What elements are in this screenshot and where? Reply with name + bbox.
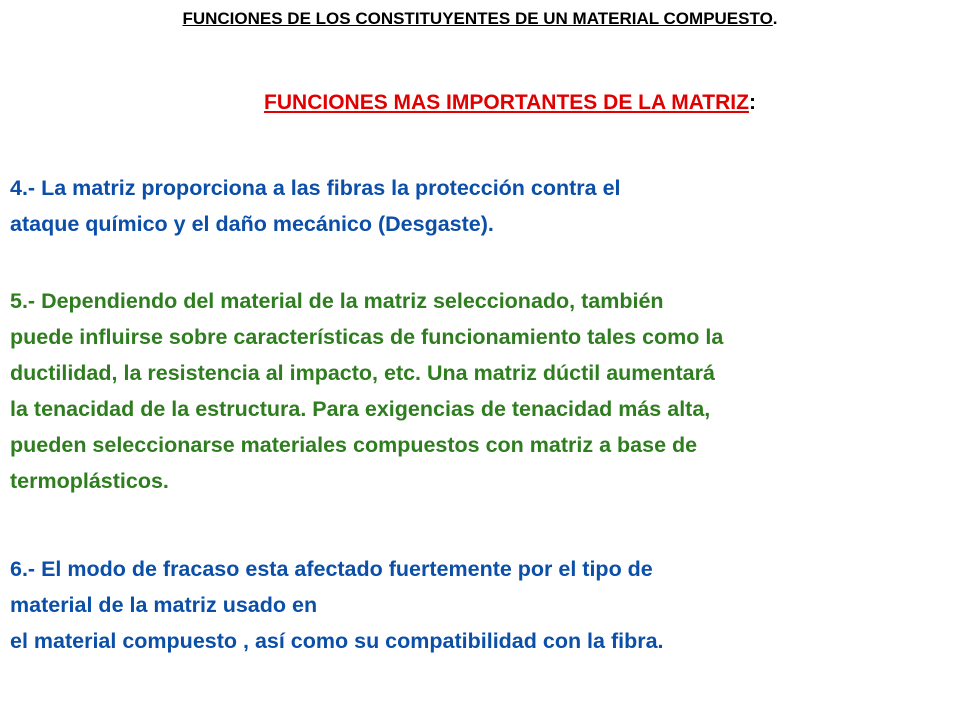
paragraph-line: ataque químico y el daño mecánico (Desgaste). (10, 212, 494, 236)
point-4-paragraph (10, 170, 955, 242)
paragraph-line: termoplásticos. (10, 469, 169, 493)
point-5-paragraph (10, 283, 955, 499)
paragraph-line: 6.- El modo de fracaso esta afectado fuertemente por el tipo de (10, 557, 653, 581)
paragraph-line: 5.- Dependiendo del material de la matriz seleccionado, también (10, 289, 664, 313)
section-heading-text: FUNCIONES MAS IMPORTANTES DE LA MATRIZ (264, 91, 749, 114)
paragraph-line: 4.- La matriz proporciona a las fibras la protección contra el (10, 176, 621, 200)
point-6-paragraph (10, 551, 955, 659)
paragraph-line: el material compuesto , así como su compatibilidad con la fibra. (10, 629, 664, 653)
page-title-text: FUNCIONES DE LOS CONSTITUYENTES DE UN MATERIAL COMPUESTO (182, 9, 773, 28)
paragraph-line: ductilidad, la resistencia al impacto, etc. Una matriz dúctil aumentará (10, 361, 715, 385)
section-heading (0, 91, 960, 115)
paragraph-line: puede influirse sobre características de funcionamiento tales como la (10, 325, 724, 349)
paragraph-line: material de la matriz usado en (10, 593, 318, 617)
paragraph-line: pueden seleccionarse materiales compuestos con matriz a base de (10, 433, 698, 457)
paragraph-line: la tenacidad de la estructura. Para exigencias de tenacidad más alta, (10, 397, 711, 421)
page-title-suffix: . (772, 9, 778, 28)
section-heading-suffix: : (748, 91, 756, 114)
page-title (0, 9, 960, 29)
